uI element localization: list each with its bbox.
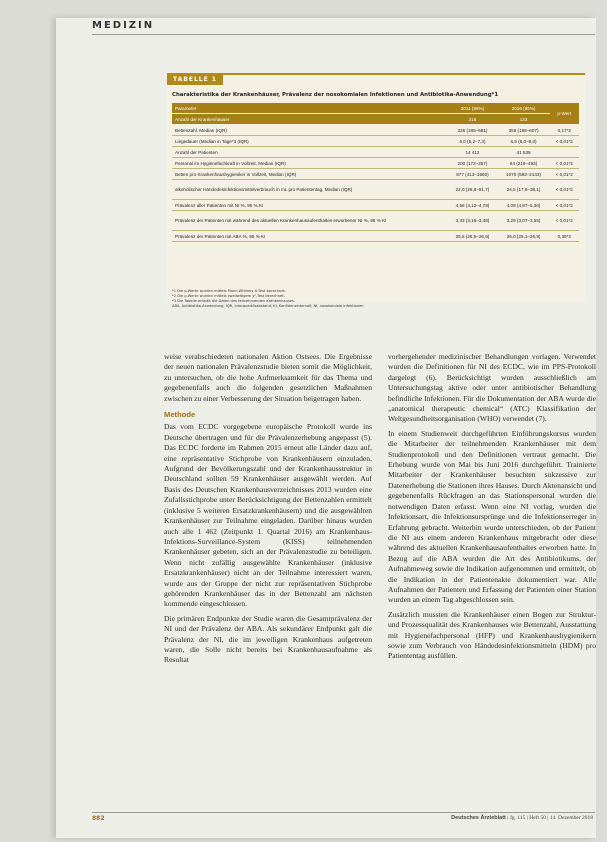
body-paragraph: In einem Studienweit durchgeführten Einführungskursus wurden die Mitarbeiter der teilnehmenden Krankenhäuser mit dem Studienprotokoll und den Definitionen vertraut gemacht. Die Erhebung wurde von Mai bis Juni 2016 durchgeführt. Trainierte Mitarbeiter der Krankenhäuser besuchten sukzessive zur Datenerhebung die Stationen ihres Hauses. Durch Aktenansicht und gegebenenfalls Rückfragen an das Stationspersonal wurden die notwendigen Daten erfasst. Wenn eine NI vorlag, wurden die Infektionsart, die Infektionsursprünge und die Infektionserreger in Erfahrung gebracht. Weiterhin wurde unterschieden, ob der Patient die NI aus einem anderen Krankenhaus mitgebracht oder diese während des aktuellen Krankenhausaufenthaltes erworben hatte. In Bezug auf die ABA wurden die Art des Antibiotikums, der Aufnahmeweg sowie die Indikation aufgenommen und ermittelt, ob die Indikation in der Patientenakte dokumentiert war. Alle Aufnahmen der Patienten und Erfassung der Patienten einer Station wurden an einem Tag abgeschlossen sein. [388, 428, 596, 605]
footnote: *3 Die Tabelle enthält die Daten des teilnehmenden Krankenhauses. [172, 299, 295, 303]
cell-v2016: 356 (186–607) [498, 125, 550, 136]
cell-label: alkoholischer Händedesinfektionsmittelverbrauch in mL pro Patiententag, Median (IQR) [172, 180, 447, 200]
cell-p: 0,39*2 [550, 231, 579, 242]
cell-v2016: 26,0 (25,1–26,9) [498, 231, 550, 242]
cell-label: Personal im Hygienefachkraft in Vollzeit, Median (IQR) [172, 158, 447, 169]
journal-name: Deutsches Ärzteblatt [451, 815, 506, 821]
cell-v2011: 6,0 (5,2–7,3) [447, 136, 497, 147]
subheader-n2011: 218 [447, 114, 497, 125]
header-2011: 2011 (95%) [447, 103, 497, 114]
table-row [172, 169, 579, 180]
cell-v2011: 877 (413–1560) [447, 169, 497, 180]
cell-v2011: 200 (172–257) [447, 158, 497, 169]
methods-heading: Methode [164, 410, 196, 420]
table-row [172, 136, 579, 147]
body-paragraph: Zusätzlich mussten die Krankenhäuser einen Bogen zur Struktur- und Prozessqualität des Krankenhauses wie Bettenzahl, Ausstattung mit Hygienefachpersonal (HFP) und Krankenhaushygienikern sowie zum Verbrauch von Händedesinfektionsmitteln (HDM) pro Patiententag ausfüllen. [388, 609, 596, 661]
body-paragraph: vorhergehender medizinischer Behandlungen vorlagen. Verwendet wurden die Definitionen für NI des ECDC, wie im PPS-Protokoll dargelegt (6). Berücksichtigt wurden ausschließlich am Untersuchungstag aktive oder unter antibiotischer Behandlung befindliche Infektionen. Für die Dokumentation der ABA wurde die „anatomical therapeutic chemical“ (ATC) Klassifikation der Weltgesundheitsorganisation (WHO) verwendet (7). [388, 352, 596, 424]
header-rule [92, 34, 595, 35]
body-column-right [388, 352, 596, 666]
subheader-hospitals: Anzahl der Krankenhäuser [172, 114, 447, 125]
table-row [172, 158, 579, 169]
cell-v2011: 25,5 (26,5–26,9) [447, 231, 497, 242]
body-column-left [164, 352, 372, 670]
table-tag: TABELLE 1 [167, 74, 223, 85]
cell-v2016: 4,09 (4,87–5,30) [498, 200, 550, 211]
header-pvalue: p-Wert [550, 103, 579, 125]
table-caption: Charakteristika der Krankenhäuser, Prävalenz der nosokomialen Infektionen und Antibiotika-Anwendung*1 [172, 92, 499, 98]
table-subheader-row [172, 114, 579, 125]
methods-paragraph: Das vom ECDC vorgegebene europäische Protokoll wurde ins Deutsche übertragen und für die Prävalenzerhebung angepasst (5). Das ECDC forderte im Rahmen 2015 erneut alle Länder dazu auf, eine repräsentative Stichprobe von Krankenhäusern einzuladen. Aufgrund der Bevölkerungszahl und der Krankenhausstruktur in Deutschland sollten 59 Krankenhäuser ausgewählt werden. Auf Basis des Deutschen Krankenhausverzeichnisses 2013 wurden eine Zufallsstichprobe unter Berücksichtigung der Bettenzahlen ermittelt (inklusive 5 weiteren Ersatzkrankenhäusern) und die ausgewählten Krankenhäuser zur Teilnahme eingeladen. Darüber hinaus wurden auch alle 1 462 (Zeitpunkt 1. Quartal 2016) am Krankenhaus-Infektions-Surveillance-System (KISS) teilnehmenden Krankenhäuser gebeten, sich an der Prävalenzstudie zu beteiligen. Wenn nicht zufällig ausgewählte Krankenhäuser (inklusive Ersatzkrankenhäuser) nicht an der Teilnahme interessiert waren, wurde aus der Gruppe der nicht zur repräsentativen Stichprobe gehörenden Krankenhäuser das in der Bettenzahl am nächsten kommende eingeschlossen. [164, 422, 372, 609]
cell-label: Prävalenz der Patienten mit während des aktuellen Krankenhausaufenthaltes erworbener NI %, 95 % KI [172, 211, 447, 231]
journal-footer [451, 815, 593, 821]
subheader-n2016: 123 [498, 114, 550, 125]
section-header: MEDIZIN [92, 20, 155, 31]
header-parameter: Parameter [172, 103, 447, 114]
header-2016: 2016 (95%) [498, 103, 550, 114]
cell-v2011: 326 (185–581) [447, 125, 497, 136]
cell-p: < 0,01*2 [550, 211, 579, 231]
footnote: *1 Die p-Werte wurden mittels Mann-Whitney-U-Test berechnet. [172, 289, 286, 293]
footnote: *2 Die p-Werte wurden mittels zweiseitigem χ²-Test berechnet. [172, 294, 285, 298]
cell-label: Bettenzahl, Median (IQR) [172, 125, 447, 136]
methods-paragraph: Die primären Endpunkte der Studie waren die Gesamtprävalenz der NI und der Prävalenz der ABA. Als sekundärer Endpunkt galt die Prävalenz der NI, die im jeweiligen Krankenhaus aufgetreten waren, die Solle nicht bereits bei Krankenhausaufnahme als Resultat [164, 613, 372, 665]
table-row [172, 211, 579, 231]
footer-rule [92, 812, 595, 813]
cell-label: Liegedauer (Median in Tage*3 (IQR) [172, 136, 447, 147]
cell-label: Anzahl der Patienten [172, 147, 447, 158]
table-1 [167, 73, 585, 308]
page-number: 882 [92, 815, 105, 822]
table-row [172, 180, 579, 200]
cell-label: Prävalenz aller Patienten mit NI %, 95 % KI [172, 200, 447, 211]
table-footnotes [172, 289, 580, 309]
table-row [172, 147, 579, 158]
journal-detail: | Jg. 115 | Heft 50 | 14. Dezember 2018 [507, 815, 593, 821]
cell-p: < 0,01*2 [550, 180, 579, 200]
cell-label: Betten pro Krankenhaushygieniker in Vollzeit, Median (IQR) [172, 169, 447, 180]
cell-p: < 0,01*2 [550, 169, 579, 180]
cell-v2011: 22,0 (25,6–51,7) [447, 180, 497, 200]
cell-p: < 0,01*2 [550, 158, 579, 169]
cell-p: < 0,01*2 [550, 200, 579, 211]
table-body [172, 125, 579, 242]
footnote: ABA, Antibiotika-Anwendung; IQR, Interquartilsabstand; KI, Konfidenzintervall; NI, nosokomiale Infektionen [172, 304, 364, 308]
cell-v2011: 14 412 [447, 147, 497, 158]
cell-v2011: 3,33 (3,15–3,48) [447, 211, 497, 231]
cell-v2016: 3,29 (3,07–3,55) [498, 211, 550, 231]
cell-label: Prävalenz der Patienten mit ABA %, 95 % KI [172, 231, 447, 242]
table-header-row [172, 103, 579, 114]
cell-v2016: 6,5 (6,0–8,0) [498, 136, 550, 147]
cell-v2016: 24,5 (17,6–38,1) [498, 180, 550, 200]
cell-v2011: 4,58 (4,12–4,79) [447, 200, 497, 211]
table-row [172, 231, 579, 242]
cell-p: < 0,01*2 [550, 136, 579, 147]
intro-paragraph: weise verabschiedeten nationalen Aktion Ostsees. Die Ergebnisse der neuen nationalen Prävalenzstudie bieten somit die Möglichkeit, zu untersuchen, ob die hohe Aufmerksamkeit für das Thema und gegebenenfalls auch die folgenden gesetzlichen Maßnahmen zwischen zu einer Verbesserung der Situation beigetragen haben. [164, 352, 372, 403]
characteristics-table [172, 103, 579, 242]
cell-v2016: 84 (218–493) [498, 158, 550, 169]
table-row [172, 200, 579, 211]
cell-p [550, 147, 579, 158]
cell-v2016: 41 539 [498, 147, 550, 158]
cell-v2016: 1070 (592–2143) [498, 169, 550, 180]
cell-p: 0,17*2 [550, 125, 579, 136]
table-row [172, 125, 579, 136]
